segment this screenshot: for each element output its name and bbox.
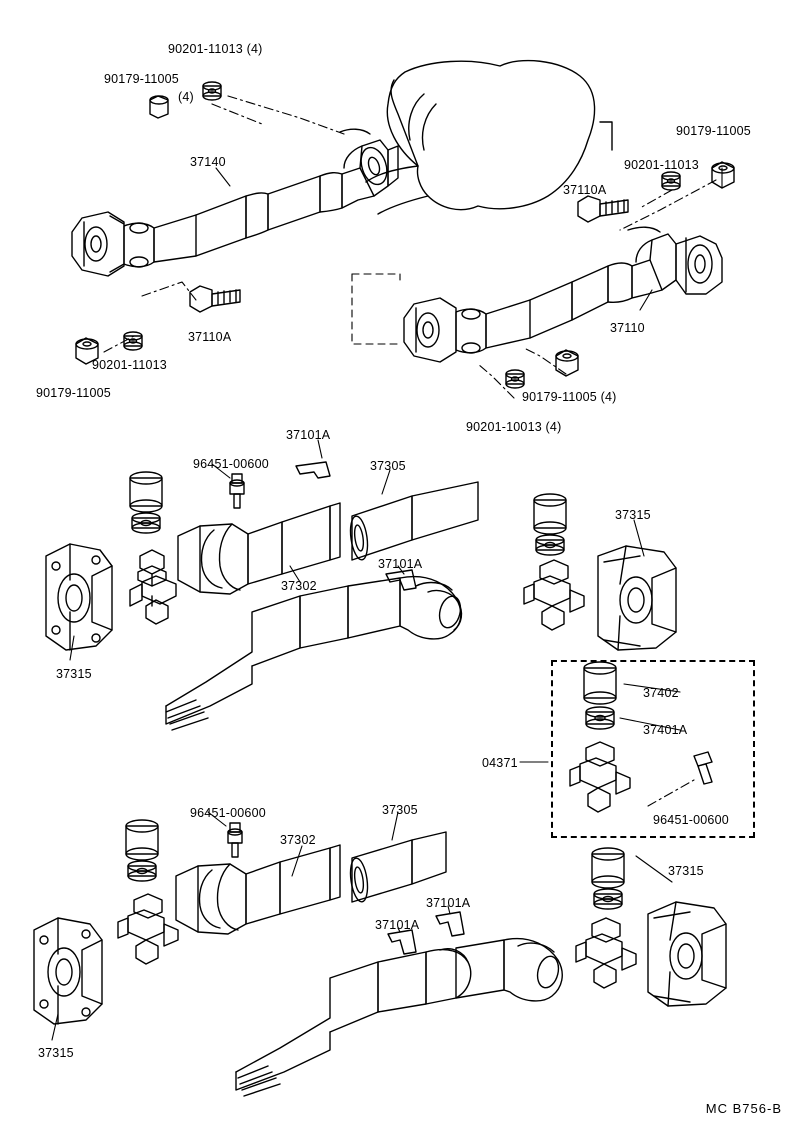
sleeve-37305-bottom [348,832,446,903]
part-label: 90179-11005 [676,124,751,138]
part-label: 37401A [643,723,688,737]
sheet-code: MC B756-B [705,1101,782,1116]
part-label: 37315 [56,667,92,681]
part-label: 90201-11013 [624,158,699,172]
bushing-stack-mid-left [130,472,162,533]
part-label: 37315 [615,508,651,522]
part-label: 90179-11005 [104,72,179,86]
part-label: (4) [178,90,194,104]
main-shaft-mid [166,577,464,730]
part-label: 37302 [280,833,316,847]
spider-mid-right [524,560,584,630]
shaft-37140 [72,129,398,276]
part-label: 90179-11005 (4) [522,390,617,404]
grease-fitting-mid [230,474,244,508]
part-label: 37101A [375,918,420,932]
part-label: 37101A [286,428,331,442]
part-label: 96451-00600 [190,806,266,820]
bushing-stack-bottom-right [592,848,624,909]
part-label: 90179-11005 [36,386,111,400]
spider-bottom-left [118,894,178,964]
bushing-stack-bottom-left [126,820,158,881]
part-label: 90201-10013 (4) [466,420,562,434]
part-label: 37302 [281,579,317,593]
part-label: 90201-11013 [92,358,167,372]
spider-bottom-right [576,918,636,988]
flange-yoke-37315-mid-left [46,544,112,650]
grease-fitting-bottom [228,823,242,857]
part-label: 37305 [370,459,406,473]
flange-yoke-37315-bottom-left [34,918,102,1024]
flange-yoke-37315-bottom-right [648,902,726,1006]
part-label: 37402 [643,686,679,700]
part-label: 37110A [563,183,607,197]
strap-37101A-bottom-left [388,930,416,954]
strap-37101A-mid-top [296,462,330,478]
part-label: 37315 [38,1046,74,1060]
bushing-stack-mid-right [534,494,566,555]
part-label: 37315 [668,864,704,878]
sleeve-yoke-37302-bottom [176,845,340,934]
bolt-left-37110A [190,286,240,312]
part-label: 37110A [188,330,232,344]
strap-37101A-bottom-right [436,912,464,936]
part-label: 37305 [382,803,418,817]
part-label: 90201-11013 (4) [168,42,263,56]
part-label: 37140 [190,155,226,169]
part-label: 96451-00600 [653,813,729,827]
part-label: 37101A [426,896,471,910]
part-label: 04371 [482,756,518,770]
part-label: 96451-00600 [193,457,269,471]
flange-yoke-37315-mid-right [598,546,676,650]
part-label: 37110 [610,321,645,335]
shaft-37110 [404,227,722,362]
sleeve-37305-mid [348,482,478,561]
part-label: 37101A [378,557,423,571]
hardware-bottom-mid [506,350,578,388]
spider-mid-left [130,550,176,624]
main-shaft-bottom [236,939,562,1096]
